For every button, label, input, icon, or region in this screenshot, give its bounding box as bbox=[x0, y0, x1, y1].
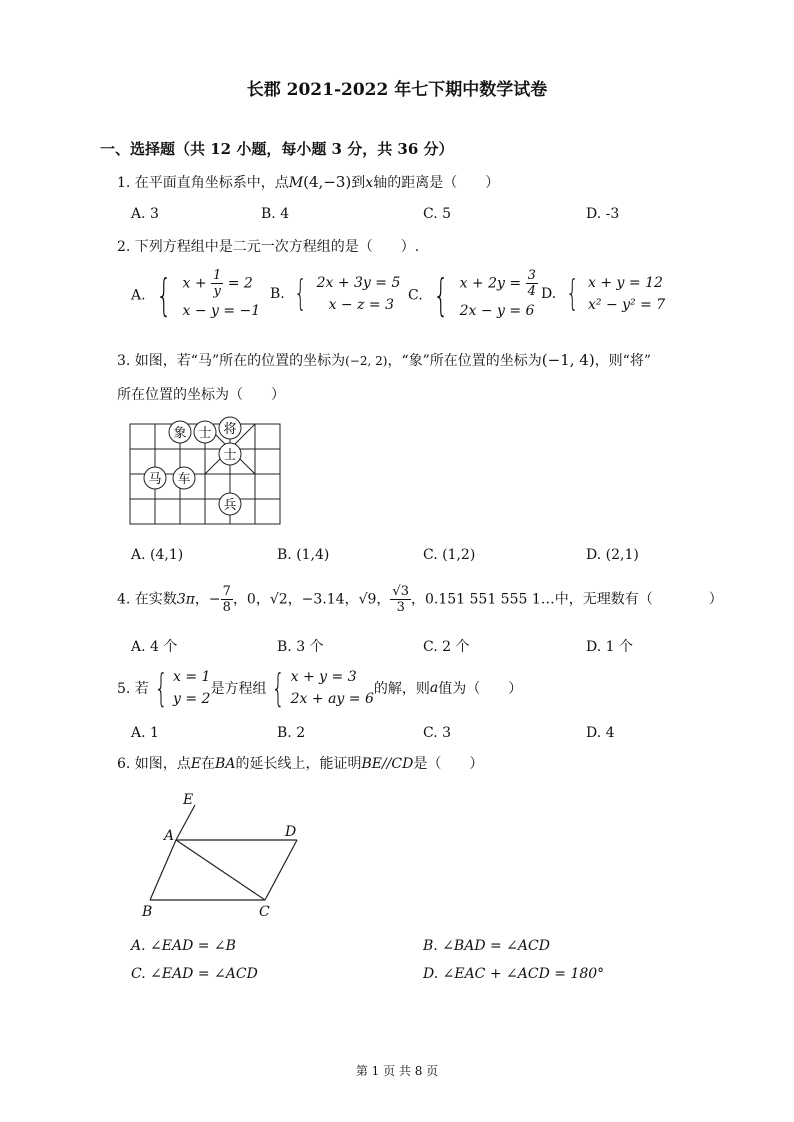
q5-s1-eq1: x = 1 bbox=[173, 669, 211, 685]
label-c: C bbox=[259, 904, 270, 920]
q4-num-3pi: 3π bbox=[176, 591, 195, 608]
q2-a-system bbox=[182, 268, 260, 323]
q6-text-pre: 6. 如图，点 bbox=[117, 756, 191, 772]
q2-a-frac-den: y bbox=[213, 284, 221, 299]
q6-option-a[interactable]: A. ∠EAD = ∠B bbox=[131, 938, 236, 954]
q5-s2-eq1: x + y = 3 bbox=[290, 669, 357, 685]
piece-che bbox=[173, 467, 195, 489]
brace-icon: { bbox=[433, 269, 449, 321]
q6-option-b[interactable]: B. ∠BAD = ∠ACD bbox=[423, 938, 550, 954]
q2-b-system bbox=[317, 272, 401, 316]
q5-system-2 bbox=[291, 666, 374, 710]
q4-sqrt9: √9 bbox=[358, 591, 377, 608]
q4-fraction-7-8 bbox=[221, 584, 233, 615]
piece-shi-mid-label: 士 bbox=[223, 448, 237, 463]
q2-option-c[interactable] bbox=[408, 268, 538, 323]
q2-c-frac-den: 4 bbox=[527, 284, 536, 299]
piece-xiang bbox=[169, 421, 191, 443]
q2-c-system bbox=[460, 268, 538, 323]
q4-sep-4: ， bbox=[376, 591, 391, 608]
question-3-stem-line2: 所在位置的坐标为（ ） bbox=[117, 387, 285, 403]
q5-option-c[interactable]: C. 3 bbox=[423, 725, 452, 741]
q4-sep-3: ，−3.14， bbox=[287, 591, 359, 608]
q5-option-b[interactable]: B. 2 bbox=[277, 725, 306, 741]
q2-a-fraction bbox=[211, 268, 223, 299]
question-6-stem bbox=[117, 753, 483, 773]
q5-var-a: a bbox=[429, 680, 439, 696]
q4-sep-2: ，0， bbox=[232, 591, 270, 608]
label-e: E bbox=[183, 792, 194, 808]
piece-ma-label: 马 bbox=[148, 472, 162, 487]
q2-option-b[interactable] bbox=[270, 272, 400, 316]
q4-option-d[interactable]: D. 1 个 bbox=[586, 639, 633, 655]
page-footer: 第 1 页 共 8 页 bbox=[355, 1064, 439, 1078]
q2-b-eq1: 2x + 3y = 5 bbox=[316, 275, 401, 291]
piece-bing-label: 兵 bbox=[223, 498, 237, 513]
q2-d-eq1: x + y = 12 bbox=[588, 275, 663, 291]
q5-text-pre: 5. 若 bbox=[117, 681, 149, 697]
piece-shi-top-label: 士 bbox=[198, 426, 212, 441]
brace-icon: { bbox=[154, 666, 168, 710]
q5-option-d[interactable]: D. 4 bbox=[586, 725, 615, 741]
q1-option-a[interactable]: A. 3 bbox=[131, 206, 159, 222]
q1-option-d[interactable]: D. -3 bbox=[586, 206, 620, 222]
q2-d-system bbox=[588, 272, 665, 316]
q1-coord: (4,−3) bbox=[303, 173, 352, 191]
question-5-stem bbox=[117, 666, 522, 710]
q3-text-b: ，“象”所在位置的坐标为 bbox=[387, 353, 542, 369]
q6-segment-ba: BA bbox=[215, 756, 236, 772]
piece-shi-mid bbox=[219, 443, 241, 465]
q2-d-label: D. bbox=[541, 286, 557, 302]
piece-shi-top bbox=[194, 421, 216, 443]
q2-option-a[interactable] bbox=[131, 268, 260, 323]
segment-ac bbox=[176, 840, 265, 900]
q4-text-post: ，0.151 551 555 1…中，无理数有（ ） bbox=[410, 591, 723, 608]
q3-text-c: ，则“将” bbox=[594, 353, 652, 369]
q2-a-label: A. bbox=[131, 287, 146, 304]
q1-text-pre: 1. 在平面直角坐标系中，点 bbox=[117, 175, 289, 191]
q5-text-mid: 是方程组 bbox=[210, 681, 267, 697]
q3-coord-ma: (−2, 2) bbox=[345, 354, 388, 368]
q2-b-eq2: x − z = 3 bbox=[328, 297, 395, 313]
piece-xiang-label: 象 bbox=[173, 426, 187, 441]
q5-s2-eq2: 2x + ay = 6 bbox=[290, 691, 374, 707]
segment-ea bbox=[176, 805, 195, 840]
q2-option-d[interactable] bbox=[541, 272, 665, 316]
q3-coord-xiang: (−1, 4) bbox=[541, 351, 595, 369]
q6-point-e: E bbox=[190, 756, 202, 772]
q2-a-eq1-pre: x + bbox=[182, 275, 207, 292]
piece-jiang bbox=[219, 417, 241, 439]
q2-c-fraction bbox=[526, 268, 538, 299]
q1-option-c[interactable]: C. 5 bbox=[423, 206, 452, 222]
q2-a-frac-num: 1 bbox=[213, 268, 222, 283]
section-heading: 一、选择题（共 12 小题，每小题 3 分，共 36 分） bbox=[100, 140, 454, 158]
q3-option-b[interactable]: B. (1,4) bbox=[277, 547, 330, 563]
q4-fraction-sqrt3-3 bbox=[390, 584, 411, 615]
q5-text-post-b: 值为（ ） bbox=[438, 681, 523, 697]
q3-text-a: 3. 如图，若“马”所在的位置的坐标为 bbox=[117, 353, 346, 369]
segment-dc bbox=[265, 840, 297, 900]
brace-icon: { bbox=[156, 269, 172, 321]
brace-icon: { bbox=[565, 273, 579, 314]
q1-option-b[interactable]: B. 4 bbox=[261, 206, 290, 222]
q6-relation: BE//CD bbox=[361, 756, 414, 772]
q4-sep-1: ，− bbox=[194, 591, 221, 608]
q6-option-c[interactable]: C. ∠EAD = ∠ACD bbox=[131, 966, 258, 982]
q2-a-eq1-post: = 2 bbox=[227, 275, 253, 292]
q6-option-d[interactable]: D. ∠EAC + ∠ACD = 180° bbox=[423, 966, 605, 982]
question-4-stem bbox=[117, 584, 723, 615]
q4-frac1-den: 8 bbox=[222, 600, 231, 615]
label-d: D bbox=[285, 824, 297, 840]
q4-frac2-num: √3 bbox=[392, 584, 409, 599]
question-3-stem bbox=[117, 350, 651, 370]
q5-option-a[interactable]: A. 1 bbox=[131, 725, 159, 741]
question-1-stem bbox=[117, 172, 499, 192]
question-2-stem: 2. 下列方程组中是二元一次方程组的是（ ）. bbox=[117, 239, 420, 255]
brace-icon: { bbox=[294, 273, 307, 314]
piece-bing bbox=[219, 493, 241, 515]
q6-text-mid2: 的延长线上，能证明 bbox=[235, 756, 362, 772]
q2-c-label: C. bbox=[408, 287, 423, 304]
piece-che-label: 车 bbox=[177, 472, 191, 487]
q1-point: M bbox=[288, 175, 304, 191]
q6-text-post: 是（ ） bbox=[413, 756, 484, 772]
segment-ab bbox=[150, 840, 176, 900]
q2-c-eq2: 2x − y = 6 bbox=[459, 303, 535, 319]
label-b: B bbox=[142, 904, 153, 920]
q2-d-eq2: x² − y² = 7 bbox=[588, 297, 666, 313]
q1-text-post: 轴的距离是（ ） bbox=[373, 175, 500, 191]
label-a: A bbox=[164, 828, 175, 844]
q2-a-eq2: x − y = −1 bbox=[182, 303, 261, 319]
q5-system-1 bbox=[173, 666, 210, 710]
q5-text-post-a: 的解，则 bbox=[373, 681, 430, 697]
q3-option-d[interactable]: D. (2,1) bbox=[586, 547, 639, 563]
q2-c-eq1-pre: x + 2y = bbox=[459, 275, 522, 292]
q4-option-b[interactable]: B. 3 个 bbox=[277, 639, 324, 655]
q4-sqrt2: √2 bbox=[269, 591, 288, 608]
page-title: 长郡 2021-2022 年七下期中数学试卷 bbox=[246, 80, 548, 100]
q4-frac2-den: 3 bbox=[396, 600, 405, 615]
q4-frac1-num: 7 bbox=[222, 584, 231, 599]
brace-icon: { bbox=[271, 666, 286, 710]
q6-text-mid1: 在 bbox=[201, 756, 216, 772]
q5-s1-eq2: y = 2 bbox=[173, 691, 211, 707]
q2-b-label: B. bbox=[270, 286, 285, 302]
piece-jiang-label: 将 bbox=[223, 422, 237, 437]
q4-option-c[interactable]: C. 2 个 bbox=[423, 639, 470, 655]
q4-text-pre: 4. 在实数 bbox=[117, 591, 177, 608]
q4-option-a[interactable]: A. 4 个 bbox=[131, 639, 178, 655]
piece-ma bbox=[144, 467, 166, 489]
q3-option-c[interactable]: C. (1,2) bbox=[423, 547, 476, 563]
q2-c-frac-num: 3 bbox=[527, 268, 536, 283]
chess-board-figure bbox=[125, 412, 285, 528]
parallelogram-figure bbox=[135, 788, 315, 923]
q1-text-mid: 到 bbox=[351, 175, 366, 191]
q1-axis: x bbox=[365, 175, 374, 191]
q3-option-a[interactable]: A. (4,1) bbox=[131, 547, 184, 563]
